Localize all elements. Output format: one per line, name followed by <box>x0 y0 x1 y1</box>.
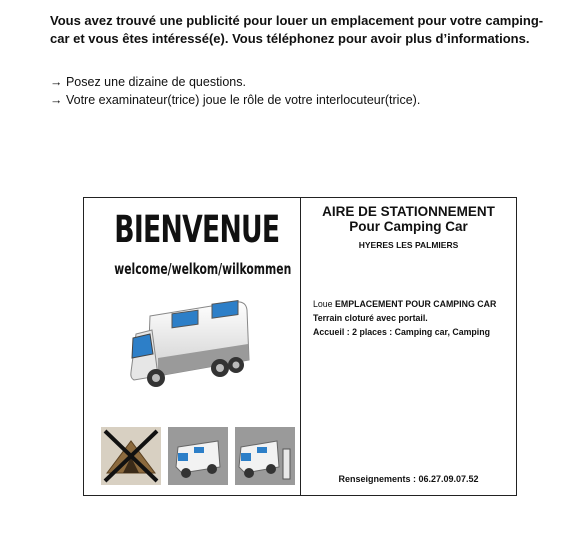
bienvenue-heading: BIENVENUE <box>114 208 280 251</box>
loue-prefix: Loue <box>313 299 336 309</box>
camper-van-icon <box>128 298 258 398</box>
camper-van-icon <box>168 427 228 485</box>
welcome-subheading: welcome/welkom/wilkommen <box>114 260 292 278</box>
renseignements-line: Renseignements : 06.27.09.07.52 <box>338 474 479 484</box>
loue-line <box>313 297 496 311</box>
loue-rest: EMPLACEMENT POUR CAMPING CAR <box>335 299 497 309</box>
camping-advertisement <box>83 197 517 496</box>
instruction-item: → Votre examinateur(trice) joue le rôle de votre interlocuteur(trice). <box>50 93 421 107</box>
camper-van-with-power-icon <box>235 427 295 485</box>
accueil-line: Accueil : 2 places : Camping car, Camping <box>313 327 490 337</box>
poster-right-panel <box>301 198 516 495</box>
poster-details <box>313 297 496 339</box>
instruction-item: → Posez une dizaine de questions. <box>50 75 246 89</box>
poster-subtitle: Pour Camping Car <box>349 219 468 234</box>
assignment-intro <box>50 12 550 48</box>
poster-title: AIRE DE STATIONNEMENT <box>322 204 495 219</box>
terrain-line: Terrain cloturé avec portail. <box>313 313 428 323</box>
poster-left-panel <box>84 198 301 495</box>
instructions-list <box>50 73 550 109</box>
intro-line-2: car et vous êtes intéressé(e). Vous téléphonez pour avoir plus d’informations. <box>50 31 530 46</box>
tent-crossed-out-icon <box>101 427 161 485</box>
intro-line-1: Vous avez trouvé une publicité pour louer un emplacement pour votre camping- <box>50 13 544 28</box>
poster-location: HYERES LES PALMIERS <box>358 240 459 250</box>
